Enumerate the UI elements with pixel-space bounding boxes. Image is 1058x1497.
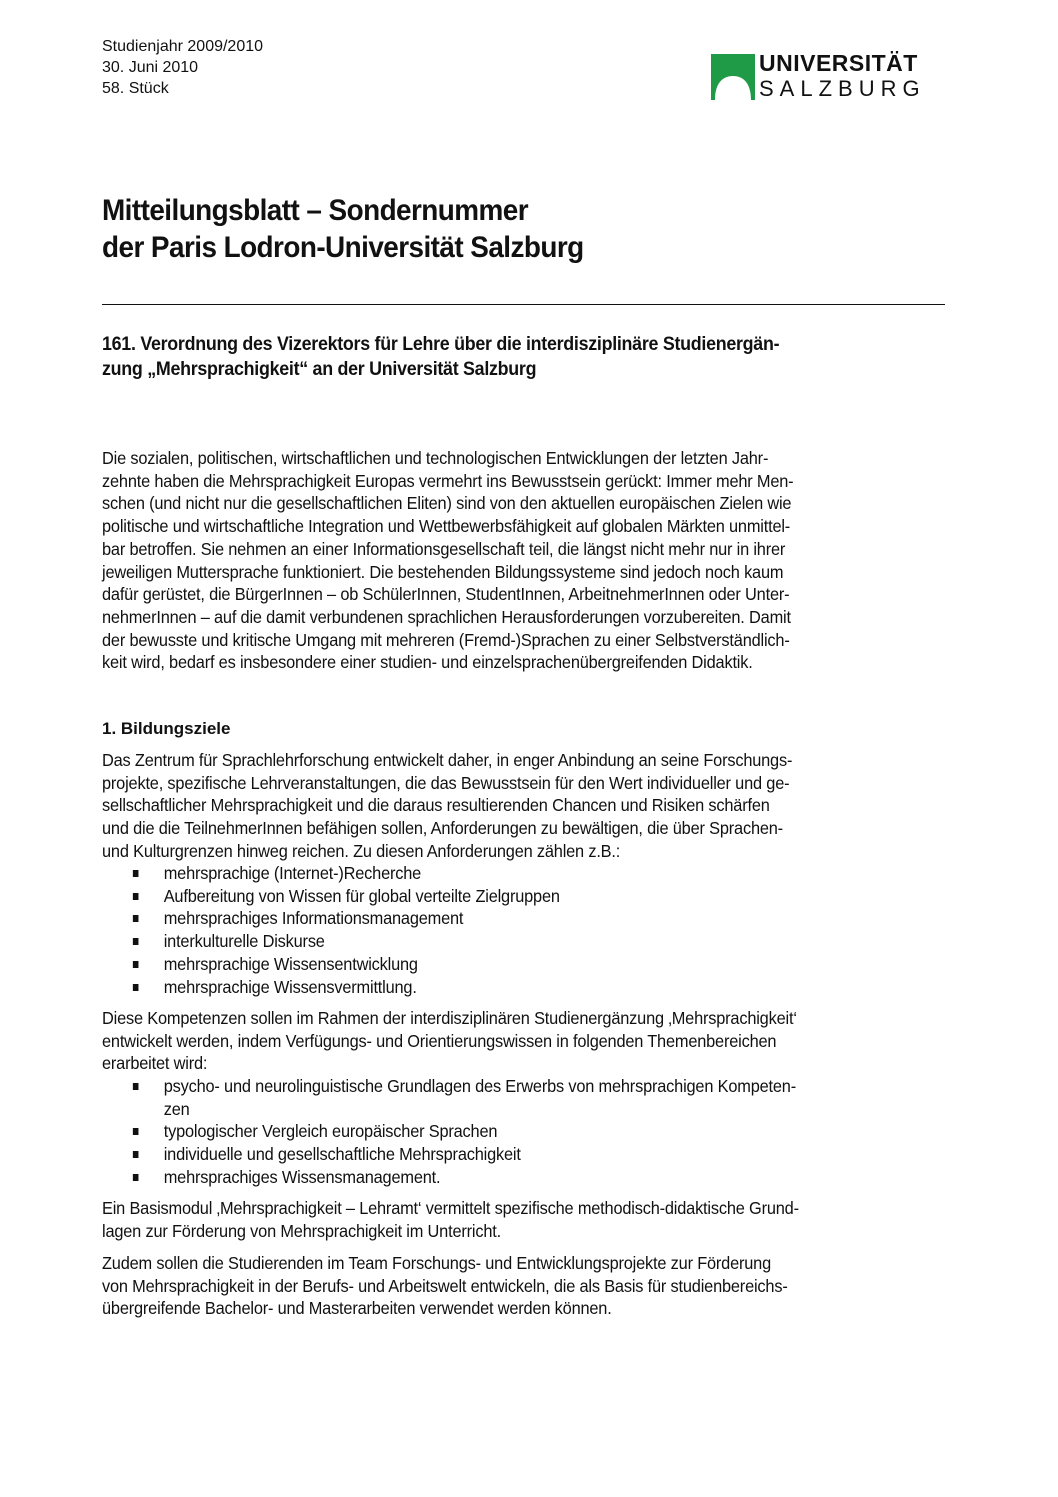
title-line-1: Mitteilungsblatt – Sondernummer (102, 194, 529, 227)
section-paragraph-4 (102, 1252, 953, 1320)
issue-number: 58. Stück (102, 80, 169, 97)
regulation-title-line-2: zung „Mehrsprachigkeit“ an der Universität Salzburg (102, 359, 537, 380)
title-line-2: der Paris Lodron-Universität Salzburg (102, 231, 584, 264)
university-logo (711, 50, 926, 102)
text-line: Die sozialen, politischen, wirtschaftlichen und technologischen Entwicklungen der letzten Jahr- (102, 448, 769, 468)
text-line: sellschaftlicher Mehrsprachigkeit und die daraus resultierenden Chancen und Risiken schärfen (102, 795, 770, 816)
text-line: erarbeitet wird: (102, 1053, 208, 1074)
requirements-list (102, 862, 953, 998)
text-line: und die die TeilnehmerInnen befähigen sollen, Anforderungen zu bewältigen, die über Sprachen- (102, 818, 783, 839)
section-paragraph-2 (102, 1007, 953, 1075)
text-line: und Kulturgrenzen hinweg reichen. Zu diesen Anforderungen zählen z.B.: (102, 840, 621, 861)
bullet-square-icon (133, 915, 139, 922)
bullet-square-icon (133, 1151, 139, 1158)
bullet-square-icon (133, 870, 139, 877)
bullet-square-icon (133, 938, 139, 945)
text-line: Ein Basismodul ‚Mehrsprachigkeit – Lehramt‘ vermittelt spezifische methodisch-didaktische Grund- (102, 1198, 799, 1218)
text-line: nehmerInnen – auf die damit verbundenen sprachlichen Herausforderungen vorzubereiten. Damit (102, 606, 791, 627)
issue-date: 30. Juni 2010 (102, 59, 199, 76)
page-title (102, 192, 584, 266)
divider (102, 304, 945, 305)
regulation-title-line-1: 161. Verordnung des Vizerektors für Lehre über die interdisziplinäre Studienergän- (102, 334, 780, 355)
list-item: mehrsprachiges Informationsmanagement (102, 907, 953, 930)
logo-text-universitaet: UNIVERSITÄT (759, 50, 918, 76)
list-item: psycho- und neurolinguistische Grundlagen des Erwerbs von mehrsprachigen Kompeten- zen (102, 1075, 953, 1120)
regulation-title (102, 332, 929, 382)
list-item: mehrsprachige Wissensentwicklung (102, 953, 953, 976)
section-paragraph-1 (102, 749, 953, 863)
text-line: Diese Kompetenzen sollen im Rahmen der interdisziplinären Studienergänzung ‚Mehrsprachigkeit‘ (102, 1008, 797, 1028)
text-line: bar betroffen. Sie nehmen an einer Informationsgesellschaft teil, die längst nicht mehr nur in ihrer (102, 538, 786, 559)
bullet-square-icon (133, 1128, 139, 1135)
text-line: von Mehrsprachigkeit in der Berufs- und Arbeitswelt entwickeln, die als Basis für studienbereichs- (102, 1275, 788, 1296)
text-line: entwickelt werden, indem Verfügungs- und Orientierungswissen in folgenden Themenbereichen (102, 1030, 777, 1051)
academic-year: Studienjahr 2009/2010 (102, 38, 264, 55)
list-item: Aufbereitung von Wissen für global verteilte Zielgruppen (102, 885, 953, 908)
text-line: schen (und nicht nur die gesellschaftlichen Eliten) sind von den aktuellen europäischen Zielen wie (102, 493, 792, 514)
bullet-square-icon (133, 893, 139, 900)
list-item: mehrsprachige Wissensvermittlung. (102, 976, 953, 999)
text-line: übergreifende Bachelor- und Masterarbeiten verwendet werden können. (102, 1298, 612, 1319)
text-line: lagen zur Förderung von Mehrsprachigkeit im Unterricht. (102, 1220, 501, 1241)
text-line: politische und wirtschaftliche Integration und Wettbewerbsfähigkeit auf globalen Märkten unmittel- (102, 516, 791, 537)
arch-logo-icon (711, 54, 755, 100)
text-line: Das Zentrum für Sprachlehrforschung entwickelt daher, in enger Anbindung an seine Forschungs- (102, 750, 793, 770)
text-line: jeweiligen Muttersprache funktioniert. Die bestehenden Bildungssysteme sind jedoch noch kaum (102, 561, 784, 582)
text-line: der bewusste und kritische Umgang mit mehreren (Fremd-)Sprachen zu einer Selbstverständlich- (102, 629, 790, 650)
intro-paragraph (102, 447, 953, 674)
text-line: zehnte haben die Mehrsprachigkeit Europas vermehrt ins Bewusstsein gerückt: Immer mehr Men- (102, 470, 794, 491)
text-line: keit wird, bedarf es insbesondere einer studien- und einzelsprachenübergreifenden Didaktik. (102, 652, 753, 673)
logo-text-salzburg: SALZBURG (759, 76, 926, 101)
text-line: dafür gerüstet, die BürgerInnen – ob SchülerInnen, StudentInnen, ArbeitnehmerInnen oder Unter- (102, 584, 790, 605)
list-item: mehrsprachiges Wissensmanagement. (102, 1166, 953, 1189)
bullet-square-icon (133, 961, 139, 968)
bullet-square-icon (133, 1174, 139, 1181)
section-paragraph-3 (102, 1197, 953, 1242)
text-line: Zudem sollen die Studierenden im Team Forschungs- und Entwicklungsprojekte zur Förderung (102, 1253, 772, 1273)
topics-list (102, 1075, 953, 1189)
list-item: interkulturelle Diskurse (102, 930, 953, 953)
issue-meta (102, 36, 263, 99)
list-item: mehrsprachige (Internet-)Recherche (102, 862, 953, 885)
list-item: individuelle und gesellschaftliche Mehrsprachigkeit (102, 1143, 953, 1166)
list-item: typologischer Vergleich europäischer Sprachen (102, 1120, 953, 1143)
bullet-square-icon (133, 1083, 139, 1090)
section-heading: 1. Bildungsziele (102, 719, 231, 738)
text-line: projekte, spezifische Lehrveranstaltungen, die das Bewusstsein für den Wert individueller und ge- (102, 772, 790, 793)
bullet-square-icon (133, 984, 139, 991)
